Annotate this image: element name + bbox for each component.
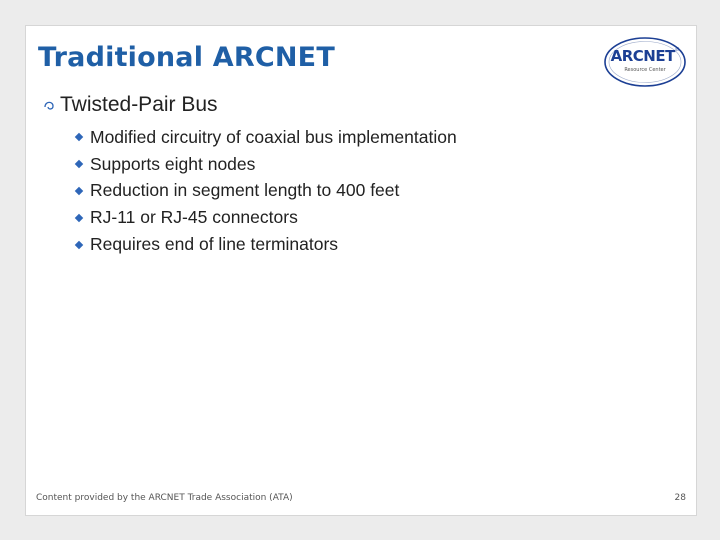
sub-bullet-item xyxy=(74,124,457,151)
main-bullet-point xyxy=(40,93,218,117)
sub-bullet-list xyxy=(74,124,457,258)
sub-bullet-item xyxy=(74,231,457,258)
sub-bullet-item xyxy=(74,178,457,205)
sub-bullet-text: Reduction in segment length to 400 feet xyxy=(90,180,400,201)
sub-bullet-text: Requires end of line terminators xyxy=(90,234,339,255)
sub-bullet-text: RJ-11 or RJ-45 connectors xyxy=(90,207,298,228)
diamond-bullet-icon xyxy=(75,160,83,168)
sub-bullet-item xyxy=(74,151,457,178)
sub-bullet-text: Supports eight nodes xyxy=(90,153,256,174)
logo-wordmark: ARCNET® xyxy=(610,47,680,65)
slide-title: Traditional ARCNET xyxy=(38,42,335,73)
swirl-bullet-icon xyxy=(40,96,58,114)
diamond-bullet-icon xyxy=(75,133,83,141)
sub-bullet-item xyxy=(74,204,457,231)
slide xyxy=(25,25,697,516)
footer-credit: Content provided by the ARCNET Trade Association (ATA) xyxy=(36,493,293,503)
logo-subtitle: Resource Center xyxy=(624,67,666,73)
arcnet-logo xyxy=(602,34,688,90)
diamond-bullet-icon xyxy=(75,187,83,195)
diamond-bullet-icon xyxy=(75,240,83,248)
main-bullet-text: Twisted-Pair Bus xyxy=(60,93,218,116)
page-number: 28 xyxy=(674,493,686,503)
diamond-bullet-icon xyxy=(75,214,83,222)
sub-bullet-text: Modified circuitry of coaxial bus implementation xyxy=(90,126,457,147)
